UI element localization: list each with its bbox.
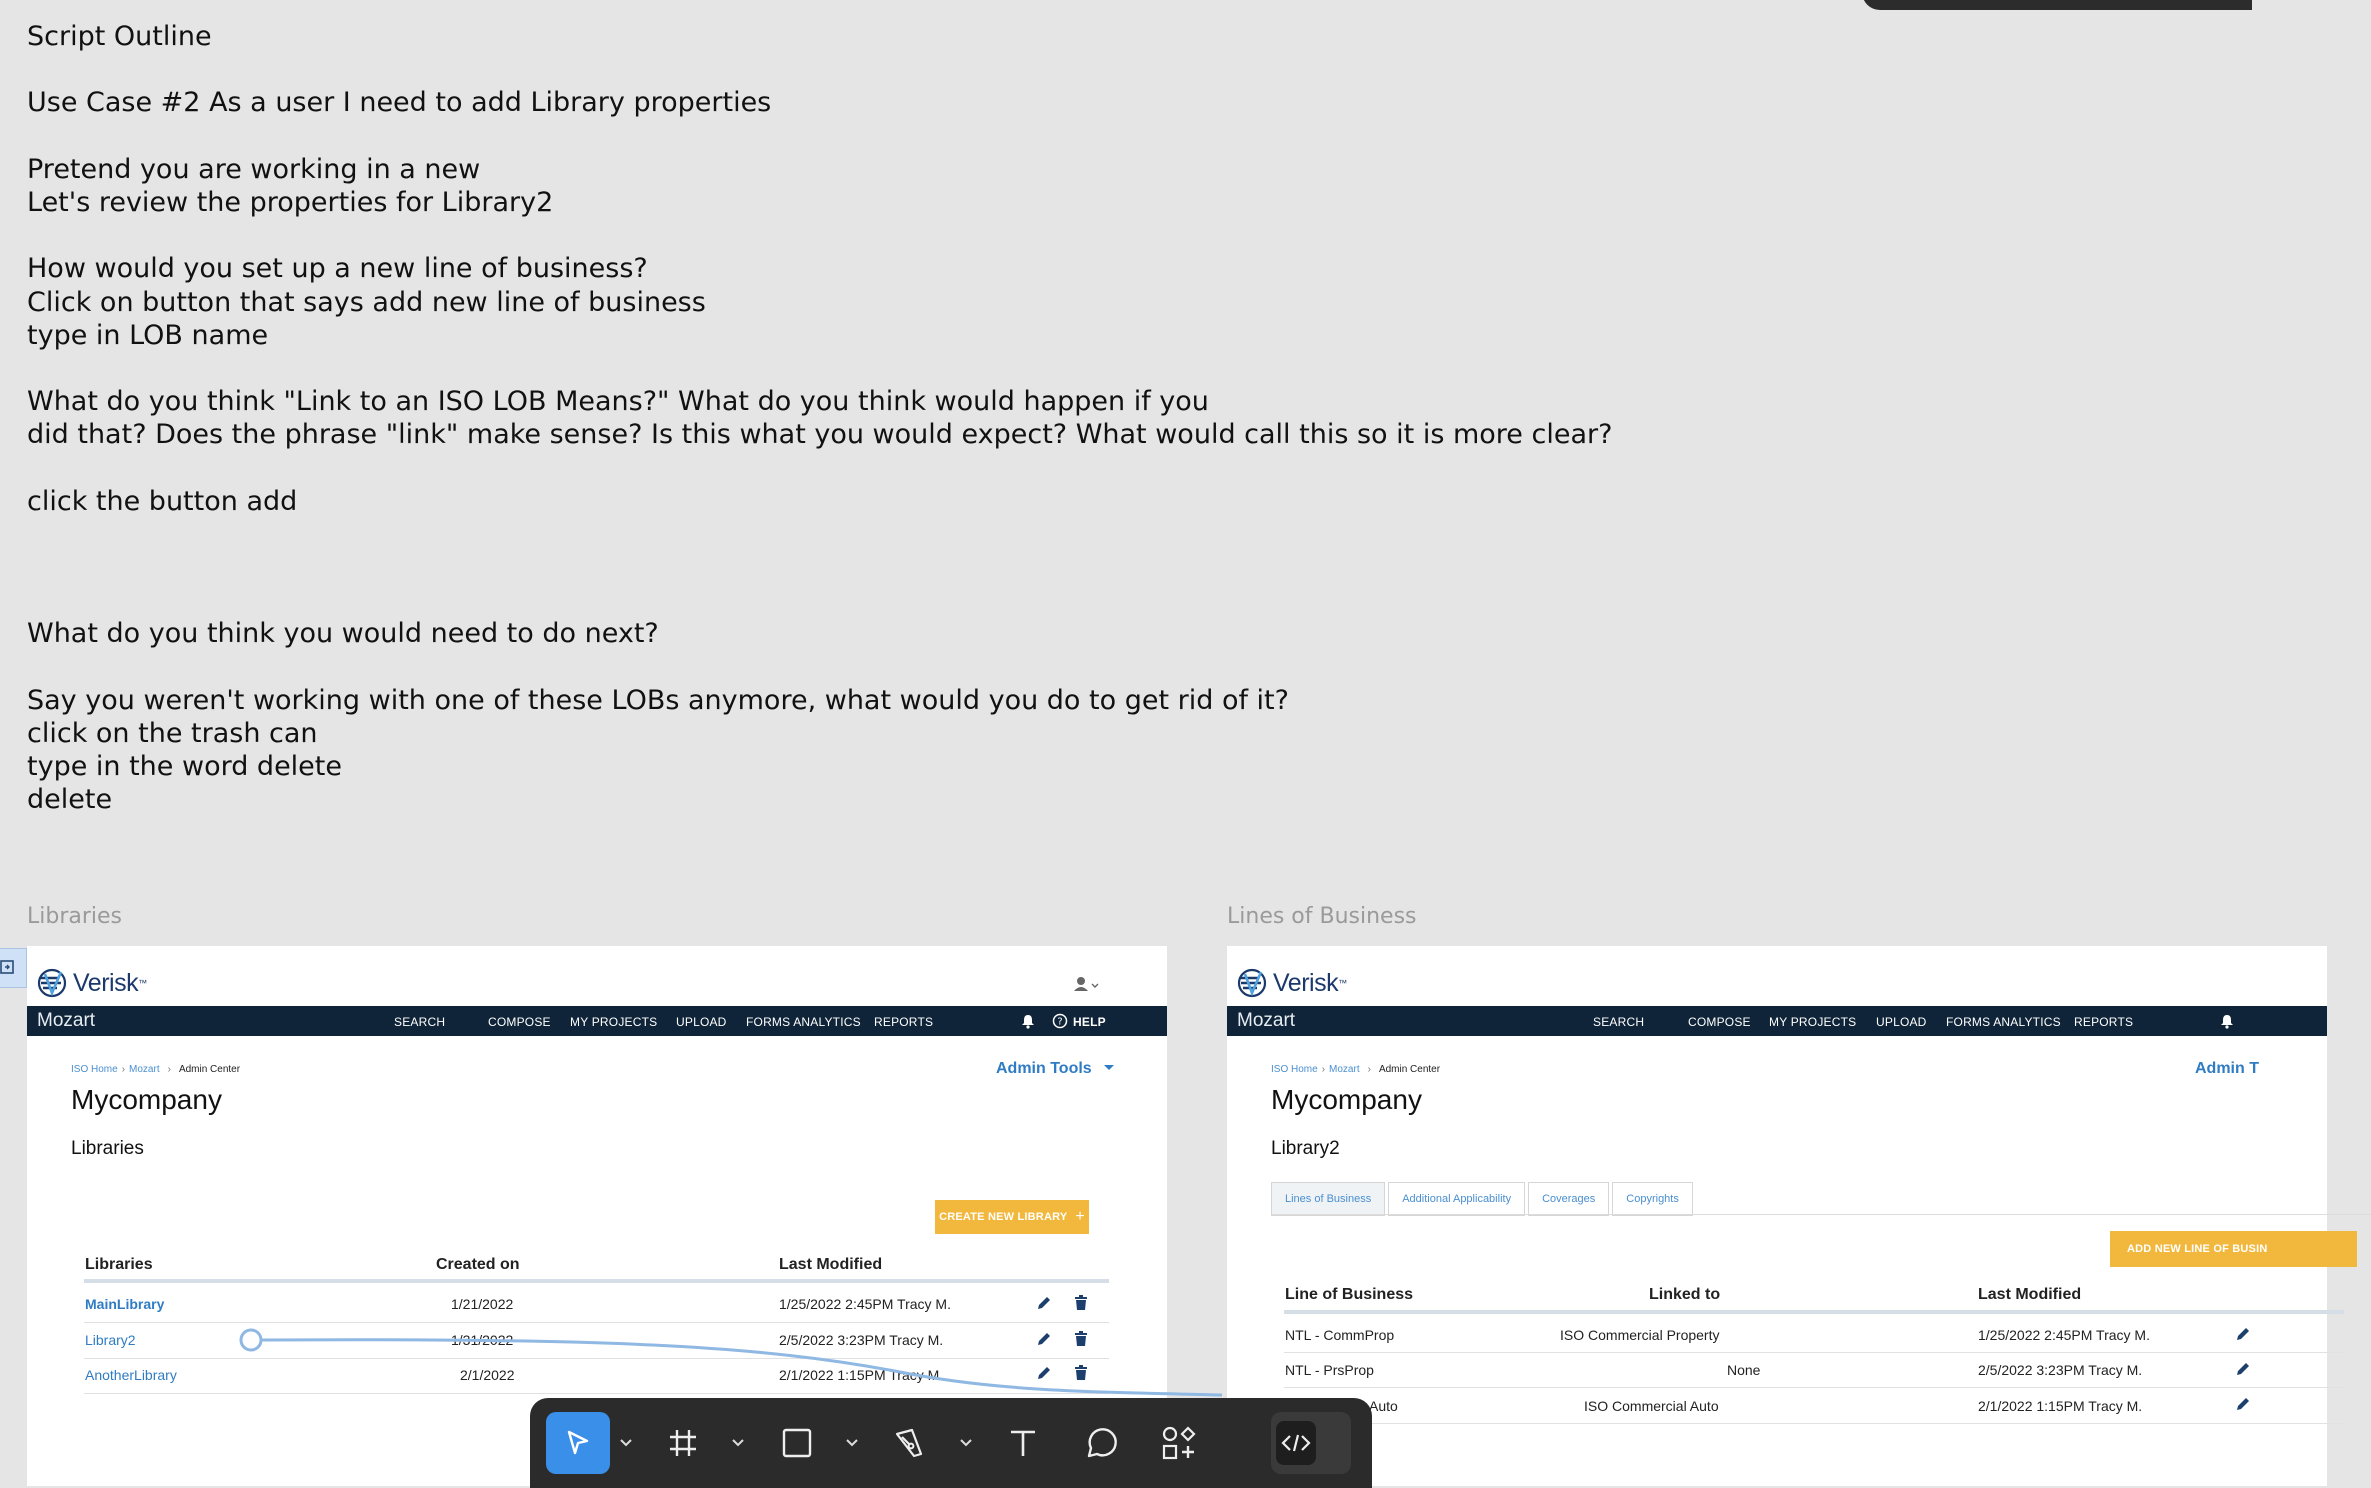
chevron-down-icon — [1102, 1063, 1116, 1073]
table-row-rule — [84, 1393, 1109, 1394]
comment-tool[interactable] — [1076, 1412, 1126, 1474]
admin-tools-label: Admin T — [2195, 1060, 2259, 1077]
tab-additional-applicability[interactable]: Additional Applicability — [1388, 1182, 1525, 1216]
breadcrumb-separator: › — [1321, 1064, 1326, 1075]
breadcrumb-admin-center: Admin Center — [1378, 1064, 1441, 1075]
breadcrumb-separator: › — [167, 1064, 171, 1075]
create-new-library-label: CREATE NEW LIBRARY — [939, 1211, 1068, 1223]
breadcrumb-mozart[interactable]: Mozart — [1329, 1064, 1360, 1075]
shape-tool[interactable] — [772, 1412, 822, 1474]
text-tool[interactable] — [998, 1412, 1048, 1474]
frame-label-libraries[interactable]: Libraries — [27, 904, 123, 929]
lob-linked-to: ISO Commercial Auto — [1584, 1398, 1719, 1414]
script-line: Use Case #2 As a user I need to add Library properties — [27, 87, 772, 119]
verisk-logo[interactable] — [35, 968, 147, 998]
help-icon[interactable] — [1052, 1013, 1068, 1029]
table-row-rule — [1284, 1423, 2344, 1424]
table-row-rule — [1284, 1352, 2344, 1353]
column-header-last-modified[interactable]: Last Modified — [779, 1256, 883, 1273]
table-row-rule — [84, 1322, 1109, 1323]
script-line: delete — [27, 784, 113, 816]
script-line: Pretend you are working in a new — [27, 153, 481, 185]
column-header-last-modified[interactable]: Last Modified — [1978, 1286, 2082, 1303]
verisk-logo[interactable] — [1235, 968, 1347, 998]
frame-label-lob[interactable]: Lines of Business — [1227, 904, 1417, 929]
library-name-link[interactable]: AnotherLibrary — [85, 1367, 177, 1383]
section-title: Libraries — [71, 1138, 144, 1159]
bottom-toolbar — [530, 1398, 1372, 1488]
nav-forms-analytics[interactable]: FORMS ANALYTICS — [746, 1015, 861, 1029]
trash-icon[interactable] — [1074, 1331, 1088, 1347]
column-header-line-of-business[interactable]: Line of Business — [1285, 1286, 1414, 1303]
lob-name: NTL - PrsProp — [1285, 1362, 1374, 1378]
text-t-icon — [1007, 1427, 1039, 1459]
script-line: click the button add — [27, 485, 298, 517]
chevron-down-icon — [732, 1439, 744, 1447]
chevron-down-icon — [960, 1439, 972, 1447]
table-header-rule — [84, 1279, 1109, 1283]
top-toolbar-edge — [1862, 0, 2252, 10]
pen-tool-dropdown[interactable] — [956, 1412, 976, 1474]
components-shapes-icon — [1161, 1425, 1197, 1461]
tabs-divider — [1271, 1214, 2371, 1215]
nav-search[interactable]: SEARCH — [1593, 1015, 1645, 1029]
shape-tool-dropdown[interactable] — [842, 1412, 862, 1474]
script-line: type in the word delete — [27, 751, 342, 783]
components-tool[interactable] — [1154, 1412, 1204, 1474]
script-line — [27, 120, 1727, 153]
script-line — [27, 451, 1727, 484]
frame-tool[interactable] — [658, 1412, 708, 1474]
add-new-line-of-business-button[interactable]: ADD NEW LINE OF BUSIN — [2110, 1231, 2357, 1267]
page-title: Mycompany — [1271, 1084, 1422, 1115]
main-navbar — [27, 1006, 1167, 1036]
library-name-link[interactable]: Library2 — [85, 1332, 136, 1348]
pen-nib-icon — [892, 1426, 926, 1460]
breadcrumb-admin-center: Admin Center — [178, 1064, 241, 1075]
script-line: Script Outline — [27, 21, 212, 52]
script-line — [27, 53, 1727, 86]
edit-icon[interactable] — [2235, 1326, 2251, 1342]
nav-upload[interactable]: UPLOAD — [676, 1015, 727, 1029]
script-line: Let's review the properties for Library2 — [27, 186, 554, 218]
frame-tool-dropdown[interactable] — [728, 1412, 748, 1474]
lob-linked-to: ISO Commercial Property — [1560, 1327, 1720, 1343]
lob-name: Auto — [1369, 1398, 1398, 1414]
script-line: What do you think you would need to do next? — [27, 618, 659, 650]
move-tool-dropdown[interactable] — [616, 1412, 636, 1474]
script-line — [27, 518, 1727, 551]
breadcrumb-iso-home[interactable]: ISO Home — [71, 1064, 118, 1075]
lob-last-modified: 1/25/2022 2:45PM Tracy M. — [1978, 1327, 2150, 1343]
prototype-flow-icon — [0, 958, 20, 978]
script-line: Say you weren't working with one of these LOBs anymore, what would you do to get rid of it? — [27, 684, 1289, 716]
tab-lines-of-business[interactable]: Lines of Business — [1271, 1182, 1385, 1216]
nav-search[interactable]: SEARCH — [394, 1015, 446, 1029]
edit-icon[interactable] — [1036, 1295, 1052, 1311]
script-line: did that? Does the phrase "link" make sense? Is this what you would expect? What would call this so it is more clear? — [27, 419, 1613, 451]
frame-side-marker[interactable] — [0, 948, 27, 988]
admin-tools-label: Admin Tools — [996, 1060, 1092, 1077]
tab-coverages[interactable]: Coverages — [1528, 1182, 1609, 1216]
script-outline-text — [27, 20, 1727, 817]
breadcrumb-iso-home[interactable]: ISO Home — [1271, 1064, 1318, 1075]
edit-icon[interactable] — [2235, 1361, 2251, 1377]
library-name-link[interactable]: MainLibrary — [85, 1296, 165, 1312]
library-last-modified: 2/5/2022 3:23PM Tracy M. — [779, 1332, 944, 1348]
edit-icon[interactable] — [1036, 1331, 1052, 1347]
admin-tools-menu[interactable] — [996, 1060, 1116, 1078]
verisk-wordmark: Verisk — [73, 968, 139, 997]
chevron-down-icon — [620, 1439, 632, 1447]
library-created-date: 1/31/2022 — [451, 1332, 514, 1348]
main-navbar — [1227, 1006, 2327, 1036]
column-header-linked-to[interactable]: Linked to — [1649, 1286, 1721, 1303]
tab-copyrights[interactable]: Copyrights — [1612, 1182, 1693, 1216]
verisk-mark-icon — [35, 968, 69, 998]
table-row-rule — [84, 1358, 1109, 1359]
script-line — [27, 551, 1727, 584]
script-line — [27, 584, 1727, 617]
breadcrumb — [71, 1064, 240, 1075]
lob-last-modified: 2/5/2022 3:23PM Tracy M. — [1978, 1362, 2143, 1378]
create-new-library-button[interactable] — [935, 1200, 1089, 1234]
edit-icon[interactable] — [1036, 1365, 1052, 1381]
bell-icon[interactable] — [1020, 1013, 1036, 1029]
comment-bubble-icon — [1084, 1426, 1118, 1460]
nav-my-projects[interactable]: MY PROJECTS — [1769, 1015, 1857, 1029]
trademark-mark: ™ — [1338, 978, 1348, 988]
lob-name: NTL - CommProp — [1285, 1327, 1395, 1343]
nav-forms-analytics[interactable]: FORMS ANALYTICS — [1946, 1015, 2061, 1029]
library-tabs — [1271, 1182, 1696, 1216]
nav-compose[interactable]: COMPOSE — [488, 1015, 551, 1029]
move-tool[interactable] — [546, 1412, 610, 1474]
plus-icon: + — [1075, 1208, 1085, 1225]
bell-icon[interactable] — [2219, 1013, 2235, 1029]
nav-compose[interactable]: COMPOSE — [1688, 1015, 1751, 1029]
column-header-created-on[interactable]: Created on — [436, 1256, 520, 1273]
script-line: Click on button that says add new line of business — [27, 286, 706, 318]
lines-of-business-frame[interactable] — [1227, 946, 2327, 1486]
script-line — [27, 352, 1727, 385]
lob-last-modified: 2/1/2022 1:15PM Tracy M. — [1978, 1398, 2143, 1414]
breadcrumb-separator: › — [1367, 1064, 1371, 1075]
library-created-date: 2/1/2022 — [460, 1367, 515, 1383]
code-brackets-icon — [1281, 1433, 1311, 1453]
breadcrumb — [1271, 1064, 1440, 1075]
verisk-mark-icon — [1235, 968, 1269, 998]
library-last-modified: 1/25/2022 2:45PM Tracy M. — [779, 1296, 951, 1312]
user-icon — [1073, 976, 1101, 992]
breadcrumb-separator: › — [121, 1064, 126, 1075]
user-menu[interactable] — [1073, 976, 1101, 997]
script-line — [27, 651, 1727, 684]
trash-icon[interactable] — [1074, 1365, 1088, 1381]
rectangle-icon — [781, 1427, 813, 1459]
cursor-icon — [563, 1428, 593, 1458]
nav-reports[interactable]: REPORTS — [874, 1015, 934, 1029]
frame-hash-icon — [667, 1427, 699, 1459]
dev-mode-toggle[interactable] — [1271, 1412, 1351, 1474]
pen-tool[interactable] — [884, 1412, 934, 1474]
svg-text:?: ? — [1057, 1016, 1063, 1028]
table-row-rule — [1284, 1387, 2344, 1388]
edit-icon[interactable] — [2235, 1396, 2251, 1412]
table-header-rule — [1284, 1310, 2344, 1314]
script-line: What do you think "Link to an ISO LOB Means?" What do you think would happen if you — [27, 386, 1209, 418]
brand-mozart[interactable]: Mozart — [37, 1010, 96, 1031]
script-line — [27, 219, 1727, 252]
nav-upload[interactable]: UPLOAD — [1876, 1015, 1927, 1029]
script-line: type in LOB name — [27, 319, 269, 351]
nav-reports[interactable]: REPORTS — [2074, 1015, 2134, 1029]
section-title: Library2 — [1271, 1138, 1340, 1159]
library-created-date: 1/21/2022 — [451, 1296, 514, 1312]
library-last-modified: 2/1/2022 1:15PM Tracy M. — [779, 1367, 944, 1383]
script-line: How would you set up a new line of business? — [27, 253, 648, 285]
column-header-libraries[interactable]: Libraries — [85, 1256, 153, 1273]
nav-help[interactable]: HELP — [1073, 1015, 1106, 1029]
page-title: Mycompany — [71, 1084, 222, 1115]
admin-tools-menu[interactable] — [2195, 1060, 2259, 1078]
trash-icon[interactable] — [1074, 1295, 1088, 1311]
dev-mode-knob — [1276, 1421, 1316, 1465]
lob-linked-to: None — [1727, 1362, 1761, 1378]
breadcrumb-mozart[interactable]: Mozart — [129, 1064, 160, 1075]
chevron-down-icon — [846, 1439, 858, 1447]
brand-mozart[interactable]: Mozart — [1237, 1010, 1296, 1031]
verisk-wordmark: Verisk — [1273, 968, 1339, 997]
trademark-mark: ™ — [138, 978, 148, 988]
script-line: click on the trash can — [27, 717, 318, 749]
nav-my-projects[interactable]: MY PROJECTS — [570, 1015, 658, 1029]
